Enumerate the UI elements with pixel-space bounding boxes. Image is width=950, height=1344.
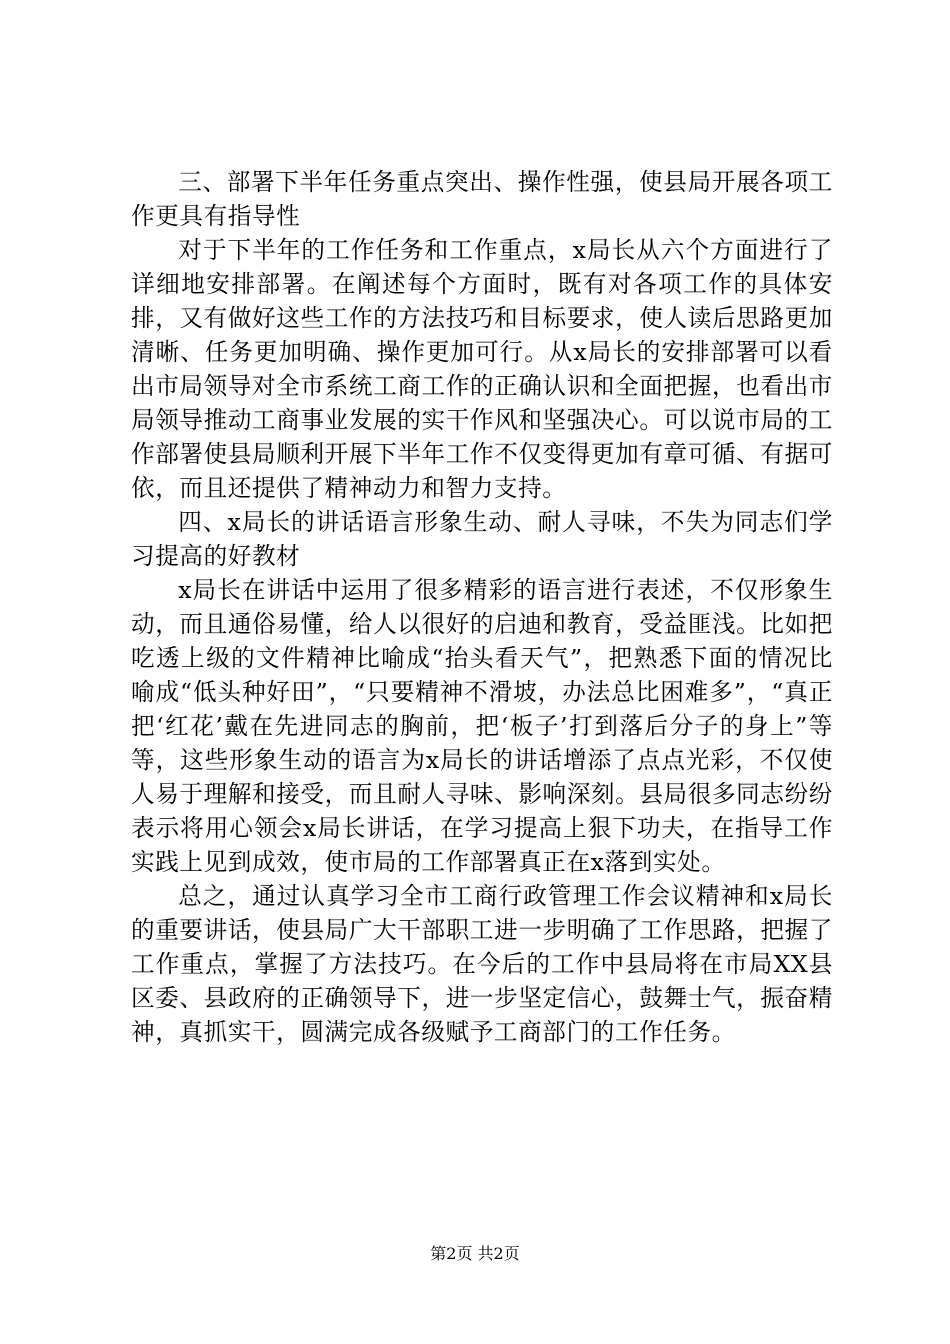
body-paragraph: 对于下半年的工作任务和工作重点，x局长从六个方面进行了详细地安排部署。在阐述每个方面时，既有对各项工作的具体安排，又有做好这些工作的方法技巧和目标要求，使人读后思路更加清晰、任务更加明确、操作更加可行。从x局长的安排部署可以看出市局领导对全市系统工商工作的正确认识和全面把握，也看出市局领导推动工商事业发展的实干作风和坚强决心。可以说市局的工作部署使县局顺利开展下半年工作不仅变得更加有章可循、有据可依，而且还提供了精神动力和智力支持。 bbox=[131, 236, 833, 502]
document-body bbox=[131, 165, 833, 1049]
conclusion-paragraph: 总之，通过认真学习全市工商行政管理工作会议精神和x局长的重要讲话，使县局广大干部职工进一步明确了工作思路，把握了工作重点，掌握了方法技巧。在今后的工作中县局将在市局XX县区委、县政府的正确领导下，进一步坚定信心，鼓舞士气，振奋精神，真抓实干，圆满完成各级赋予工商部门的工作任务。 bbox=[131, 882, 833, 1046]
page-number-footer: 第2页 共2页 bbox=[430, 1244, 520, 1263]
body-paragraph: x局长在讲话中运用了很多精彩的语言进行表述，不仅形象生动，而且通俗易懂，给人以很好的启迪和教育，受益匪浅。比如把吃透上级的文件精神比喻成“抬头看天气”，把熟悉下面的情况比喻成“低头种好田”，“只要精神不滑坡，办法总比困难多”，“真正把‘红花’戴在先进同志的胸前，把‘板子’打到落后分子的身上”等等，这些形象生动的语言为x局长的讲话增添了点点光彩，不仅使人易于理解和接受，而且耐人寻味、影响深刻。县局很多同志纷纷表示将用心领会x局长讲话，在学习提高上狠下功夫，在指导工作实践上见到成效，使市局的工作部署真正在x落到实处。 bbox=[131, 576, 833, 876]
section-heading-4: 四、x局长的讲话语言形象生动、耐人寻味，不失为同志们学习提高的好教材 bbox=[131, 508, 833, 570]
section-heading-3: 三、部署下半年任务重点突出、操作性强，使县局开展各项工作更具有指导性 bbox=[131, 168, 833, 230]
